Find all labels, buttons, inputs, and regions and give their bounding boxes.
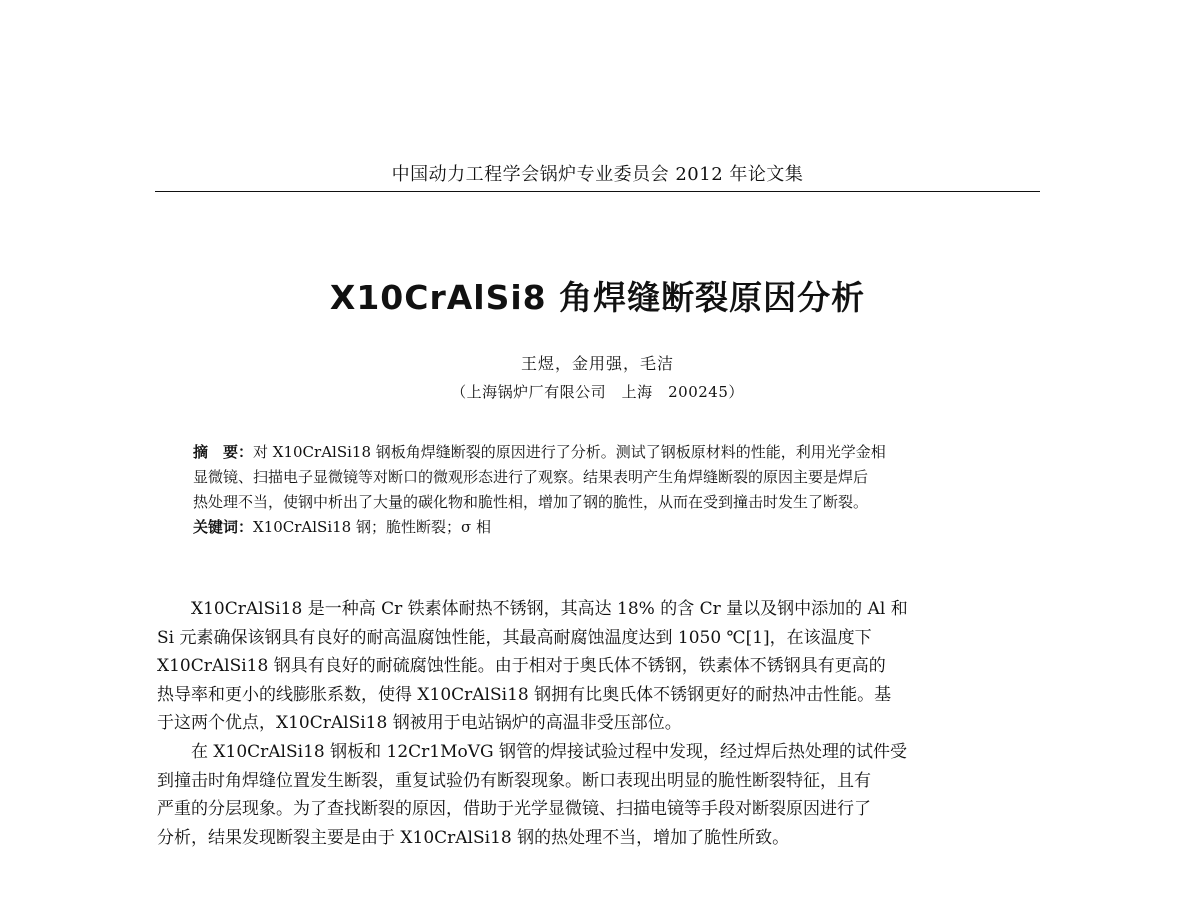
paragraph-line: 严重的分层现象。为了查找断裂的原因，借助于光学显微镜、扫描电镜等手段对断裂原因进行了 <box>157 799 871 820</box>
abstract-text: 对 X10CrAlSi18 钢板角焊缝断裂的原因进行了分析。测试了钢板原材料的性能，利用光学金相 <box>253 443 886 461</box>
paragraph-line: 热导率和更小的线膨胀系数，使得 X10CrAlSi18 钢拥有比奥氏体不锈钢更好的耐热冲击性能。基 <box>157 684 892 705</box>
keywords-text: X10CrAlSi18 钢；脆性断裂；σ 相 <box>253 518 491 536</box>
keywords-label: 关键词： <box>193 518 254 536</box>
abstract <box>193 440 998 540</box>
body-text <box>157 595 1042 852</box>
paragraph-line: X10CrAlSi18 是一种高 Cr 铁素体耐热不锈钢，其高达 18% 的含 Cr 量以及钢中添加的 Al 和 <box>191 599 908 619</box>
paragraph-line: 到撞击时角焊缝位置发生断裂，重复试验仍有断裂现象。断口表现出明显的脆性断裂特征，且有 <box>157 770 871 791</box>
abstract-line: 显微镜、扫描电子显微镜等对断口的微观形态进行了观察。结果表明产生角焊缝断裂的原因主要是焊后 <box>193 468 869 486</box>
abstract-line <box>193 440 998 465</box>
affiliation: （上海锅炉厂有限公司 上海 200245） <box>451 383 744 401</box>
paragraph-line: 于这两个优点，X10CrAlSi18 钢被用于电站锅炉的高温非受压部位。 <box>157 713 682 734</box>
abstract-label: 摘 要： <box>193 443 254 461</box>
keywords-line <box>193 515 998 540</box>
paragraph-1 <box>157 595 1042 738</box>
paragraph-line: Si 元素确保该钢具有良好的耐高温腐蚀性能，其最高耐腐蚀温度达到 1050 ℃[1]，在该温度下 <box>157 627 872 648</box>
abstract-line: 热处理不当，使钢中析出了大量的碳化物和脆性相，增加了钢的脆性，从而在受到撞击时发生了断裂。 <box>193 493 869 511</box>
paragraph-line: X10CrAlSi18 钢具有良好的耐硫腐蚀性能。由于相对于奥氏体不锈钢，铁素体不锈钢具有更高的 <box>157 656 886 677</box>
authors: 王煜，金用强，毛洁 <box>520 354 674 373</box>
running-header: 中国动力工程学会锅炉专业委员会 2012 年论文集 <box>391 164 804 185</box>
paragraph-line: 分析，结果发现断裂主要是由于 X10CrAlSi18 钢的热处理不当，增加了脆性所致。 <box>157 827 790 848</box>
paper-title: X10CrAlSi8 角焊缝断裂原因分析 <box>329 278 866 317</box>
header-rule <box>155 191 1040 192</box>
paragraph-line: 在 X10CrAlSi18 钢板和 12Cr1MoVG 钢管的焊接试验过程中发现，经过焊后热处理的试件受 <box>191 741 907 762</box>
paragraph-2 <box>157 738 1042 852</box>
